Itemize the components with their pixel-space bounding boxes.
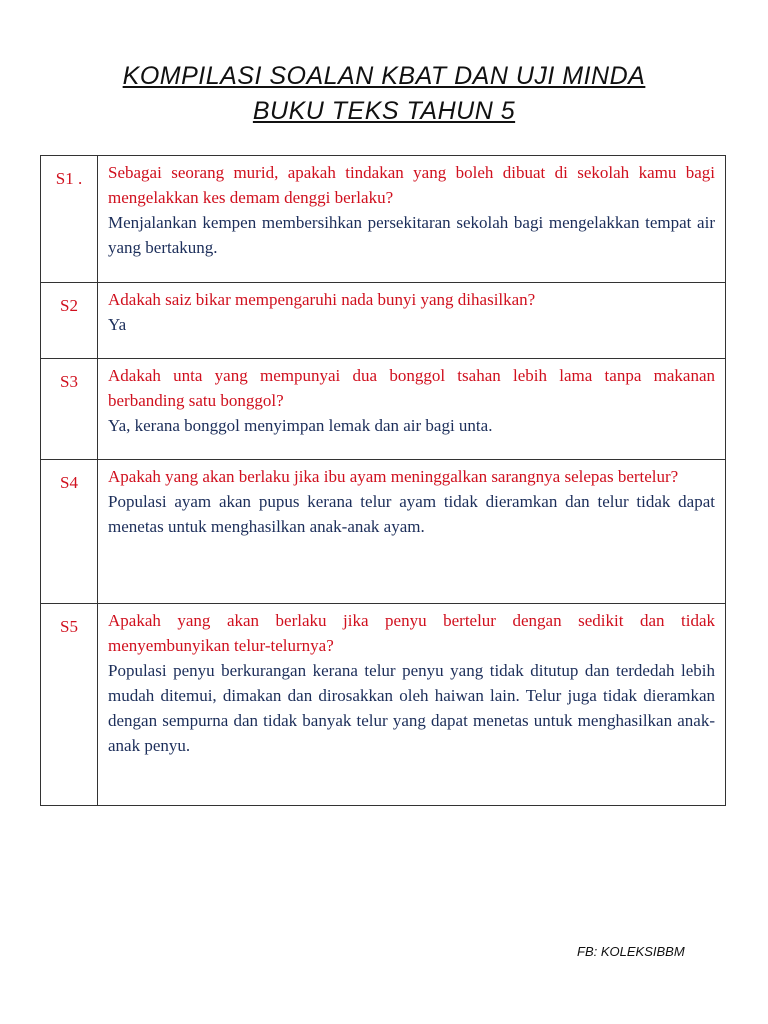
question-cell: [98, 156, 726, 283]
question-text: Apakah yang akan berlaku jika ibu ayam meninggalkan sarangnya selepas bertelur?: [108, 467, 679, 486]
question-text: Adakah unta yang mempunyai dua bonggol tsahan lebih lama tanpa makanan berbanding satu bonggol?: [108, 366, 715, 410]
question-cell: [98, 460, 726, 604]
question-cell: [98, 604, 726, 806]
question-label: S4: [41, 460, 98, 604]
question-table: [40, 155, 726, 806]
question-text: Sebagai seorang murid, apakah tindakan yang boleh dibuat di sekolah kamu bagi mengelakkan kes demam denggi berlaku?: [108, 163, 715, 207]
question-label: S2: [41, 283, 98, 359]
footer-credit: FB: KOLEKSIBBM: [577, 944, 685, 959]
table-row: [41, 283, 726, 359]
answer-text: Ya, kerana bonggol menyimpan lemak dan air bagi unta.: [108, 416, 493, 435]
table-row: [41, 604, 726, 806]
question-text: Adakah saiz bikar mempengaruhi nada bunyi yang dihasilkan?: [108, 290, 536, 309]
question-text: Apakah yang akan berlaku jika penyu bertelur dengan sedikit dan tidak menyembunyikan telur-telurnya?: [108, 611, 715, 655]
table-row: [41, 156, 726, 283]
question-label: S3: [41, 359, 98, 460]
document-title: KOMPILASI SOALAN KBAT DAN UJI MINDA: [122, 62, 646, 90]
question-cell: [98, 283, 726, 359]
answer-text: Populasi penyu berkurangan kerana telur penyu yang tidak ditutup dan terdedah lebih mudah ditemui, dimakan dan dirosakkan oleh haiwan lain. Telur juga tidak dieramkan dengan sempurna dan tidak banyak telur yang dapat menetas untuk menghasilkan anak-anak penyu.: [108, 661, 715, 755]
question-cell: [98, 359, 726, 460]
table-row: [41, 359, 726, 460]
answer-text: Ya: [108, 315, 127, 334]
table-row: [41, 460, 726, 604]
document-subtitle: BUKU TEKS TAHUN 5: [252, 97, 516, 125]
answer-text: Menjalankan kempen membersihkan persekitaran sekolah bagi mengelakkan tempat air yang bertakung.: [108, 213, 715, 257]
question-label: S1 .: [41, 156, 98, 283]
question-label: S5: [41, 604, 98, 806]
answer-text: Populasi ayam akan pupus kerana telur ayam tidak dieramkan dan telur tidak dapat menetas untuk menghasilkan anak-anak ayam.: [108, 492, 715, 536]
